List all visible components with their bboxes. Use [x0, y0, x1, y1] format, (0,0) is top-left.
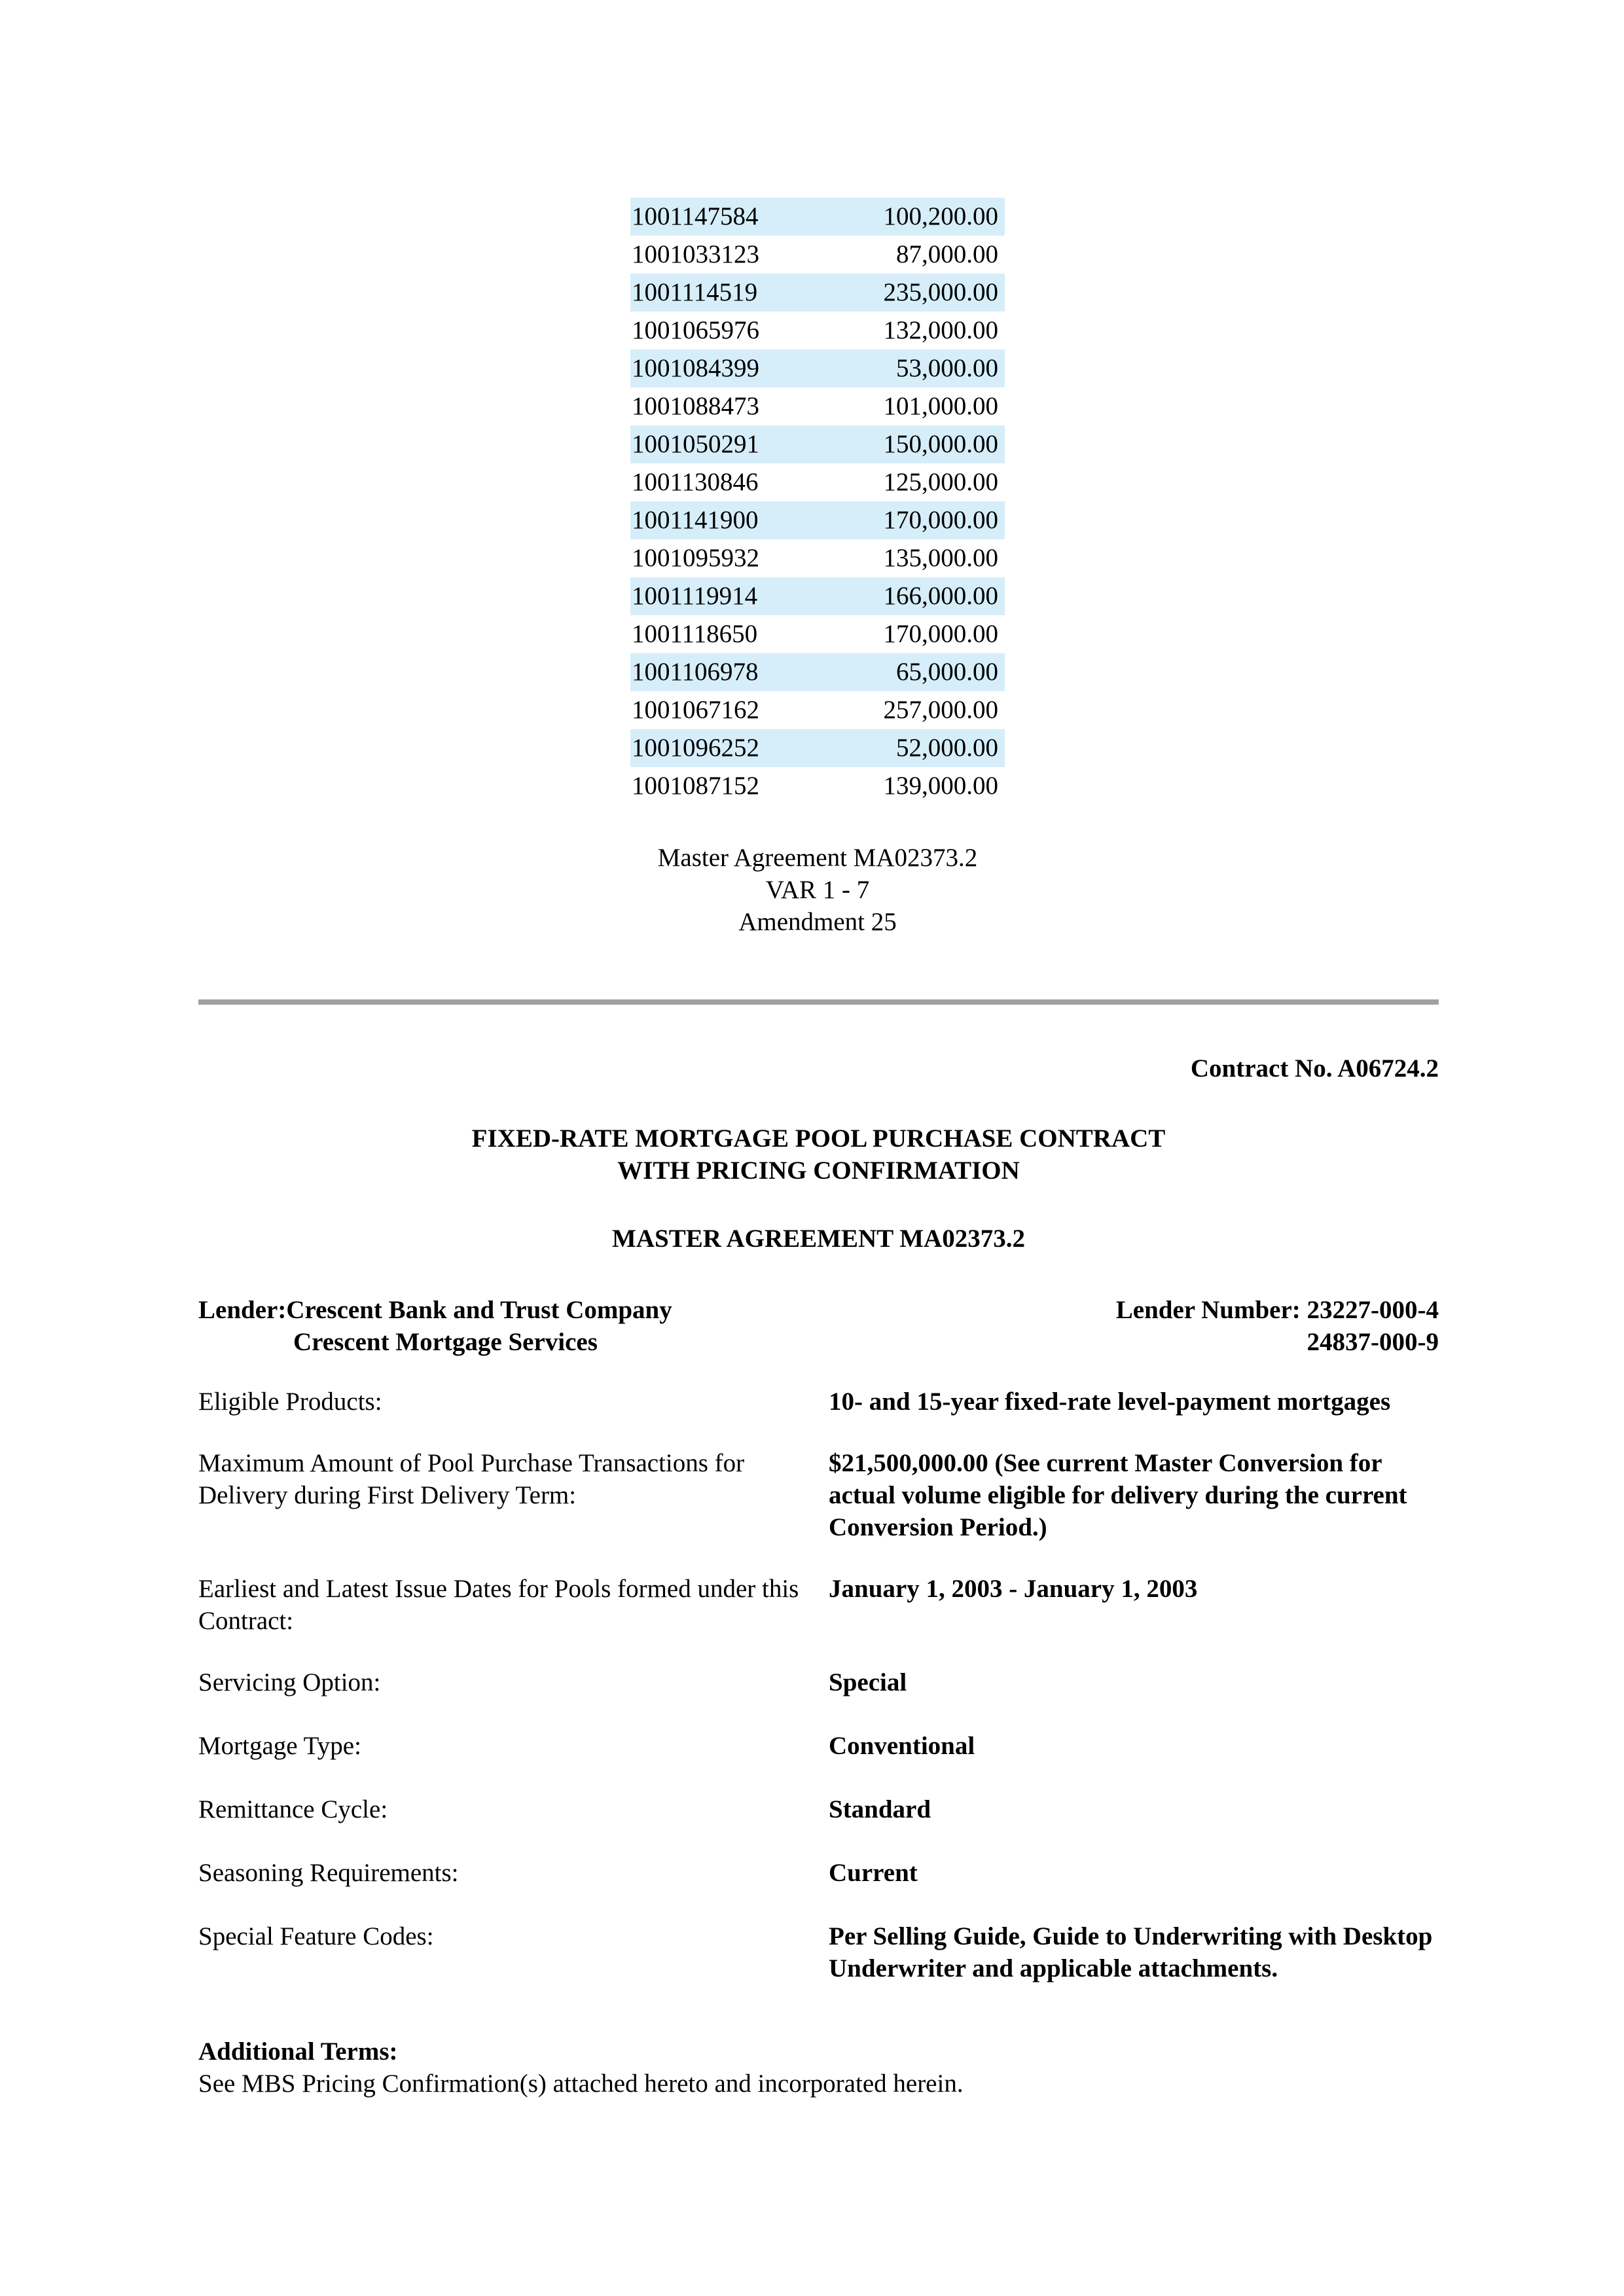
loan-amount: 135,000.00 [883, 544, 998, 572]
term-label: Earliest and Latest Issue Dates for Pools formed under this Contract: [198, 1575, 799, 1635]
loan-amount: 100,200.00 [823, 198, 1005, 236]
term-value: $21,500,000.00 (See current Master Conversion for actual volume eligible for delivery during the current Conversion Period.) [829, 1449, 1407, 1541]
term-value: January 1, 2003 - January 1, 2003 [829, 1575, 1198, 1603]
loan-number: 1001067162 [632, 696, 759, 724]
term-value: Current [829, 1859, 918, 1887]
loan-row [630, 425, 1005, 463]
term-value: Special [829, 1668, 907, 1696]
loan-row [630, 729, 1005, 767]
footer-master-agreement: Master Agreement MA02373.2 [657, 844, 978, 872]
contract-title-line1: FIXED-RATE MORTGAGE POOL PURCHASE CONTRACT [471, 1124, 1166, 1153]
term-label: Eligible Products: [198, 1388, 382, 1416]
additional-terms [198, 2036, 964, 2100]
lender-label: Lender: [198, 1296, 287, 1324]
loan-number: 1001106978 [630, 653, 823, 691]
term-label: Seasoning Requirements: [198, 1859, 459, 1887]
loan-row [630, 577, 1005, 615]
lender-number-line2: 24837-000-9 [1307, 1328, 1439, 1356]
term-row [198, 1793, 1439, 1825]
contract-terms [198, 1386, 1439, 1984]
term-row [198, 1386, 1439, 1418]
term-value: Standard [829, 1795, 931, 1823]
loan-number: 1001095932 [632, 544, 759, 572]
loan-number: 1001141900 [630, 501, 823, 539]
footer-var: VAR 1 - 7 [765, 876, 870, 904]
term-row [198, 1857, 1439, 1889]
term-value: Per Selling Guide, Guide to Underwriting with Desktop Underwriter and applicable attachments. [829, 1922, 1433, 1982]
loan-number: 1001096252 [630, 729, 823, 767]
term-value: Conventional [829, 1732, 975, 1760]
loan-number: 1001087152 [632, 772, 759, 800]
loan-amount: 132,000.00 [883, 316, 998, 344]
loan-amount: 235,000.00 [823, 274, 1005, 312]
additional-terms-text: See MBS Pricing Confirmation(s) attached hereto and incorporated herein. [198, 2070, 964, 2098]
page-footer-reference [630, 842, 1005, 938]
term-value: 10- and 15-year fixed-rate level-payment mortgages [829, 1388, 1391, 1416]
loan-row [630, 767, 1005, 805]
additional-terms-heading: Additional Terms: [198, 2037, 398, 2066]
loan-amount: 166,000.00 [823, 577, 1005, 615]
loan-row [630, 653, 1005, 691]
lender-number: Lender Number: 23227-000-4 [1115, 1296, 1439, 1324]
lender-number-block [1116, 1294, 1439, 1358]
term-label: Special Feature Codes: [198, 1922, 434, 1950]
term-label: Remittance Cycle: [198, 1795, 388, 1823]
loan-number: 1001147584 [630, 198, 823, 236]
loan-row [630, 350, 1005, 387]
loan-number: 1001130846 [632, 468, 759, 496]
term-label: Mortgage Type: [198, 1732, 361, 1760]
lender-name-line1: Crescent Bank and Trust Company [286, 1296, 672, 1324]
loan-amount: 139,000.00 [883, 772, 998, 800]
loan-amount: 87,000.00 [896, 240, 998, 268]
term-row [198, 1920, 1439, 1984]
term-row [198, 1573, 1439, 1637]
loan-table [630, 198, 1005, 805]
loan-row [630, 615, 1005, 653]
contract-number: Contract No. A06724.2 [1190, 1054, 1439, 1083]
loan-row [630, 501, 1005, 539]
lender-name-block [198, 1294, 672, 1358]
term-label: Maximum Amount of Pool Purchase Transactions for Delivery during First Delivery Term: [198, 1449, 745, 1509]
loan-number: 1001084399 [630, 350, 823, 387]
loan-number: 1001050291 [630, 425, 823, 463]
loan-amount: 125,000.00 [883, 468, 998, 496]
term-row [198, 1730, 1439, 1762]
loan-row [630, 463, 1005, 501]
loan-row [630, 387, 1005, 425]
loan-row [630, 274, 1005, 312]
contract-title-line2: WITH PRICING CONFIRMATION [617, 1157, 1020, 1185]
master-agreement-heading: MASTER AGREEMENT MA02373.2 [612, 1225, 1025, 1253]
loan-number: 1001118650 [632, 620, 758, 648]
loan-row [630, 236, 1005, 274]
loan-amount: 52,000.00 [823, 729, 1005, 767]
contract-title [198, 1122, 1439, 1187]
page-divider [198, 999, 1439, 1005]
loan-number: 1001088473 [632, 392, 759, 420]
loan-row [630, 312, 1005, 350]
loan-number: 1001033123 [632, 240, 759, 268]
term-row [198, 1666, 1439, 1698]
loan-row [630, 198, 1005, 236]
loan-amount: 170,000.00 [883, 620, 998, 648]
loan-amount: 65,000.00 [823, 653, 1005, 691]
loan-row [630, 539, 1005, 577]
loan-number: 1001119914 [630, 577, 823, 615]
lender-name-line2: Crescent Mortgage Services [293, 1328, 598, 1356]
term-row [198, 1447, 1439, 1543]
loan-amount: 101,000.00 [883, 392, 998, 420]
loan-amount: 53,000.00 [823, 350, 1005, 387]
loan-number: 1001114519 [630, 274, 823, 312]
loan-amount: 257,000.00 [883, 696, 998, 724]
term-label: Servicing Option: [198, 1668, 381, 1696]
loan-row [630, 691, 1005, 729]
loan-amount: 150,000.00 [823, 425, 1005, 463]
loan-amount: 170,000.00 [823, 501, 1005, 539]
footer-amendment: Amendment 25 [738, 908, 897, 936]
loan-number: 1001065976 [632, 316, 759, 344]
